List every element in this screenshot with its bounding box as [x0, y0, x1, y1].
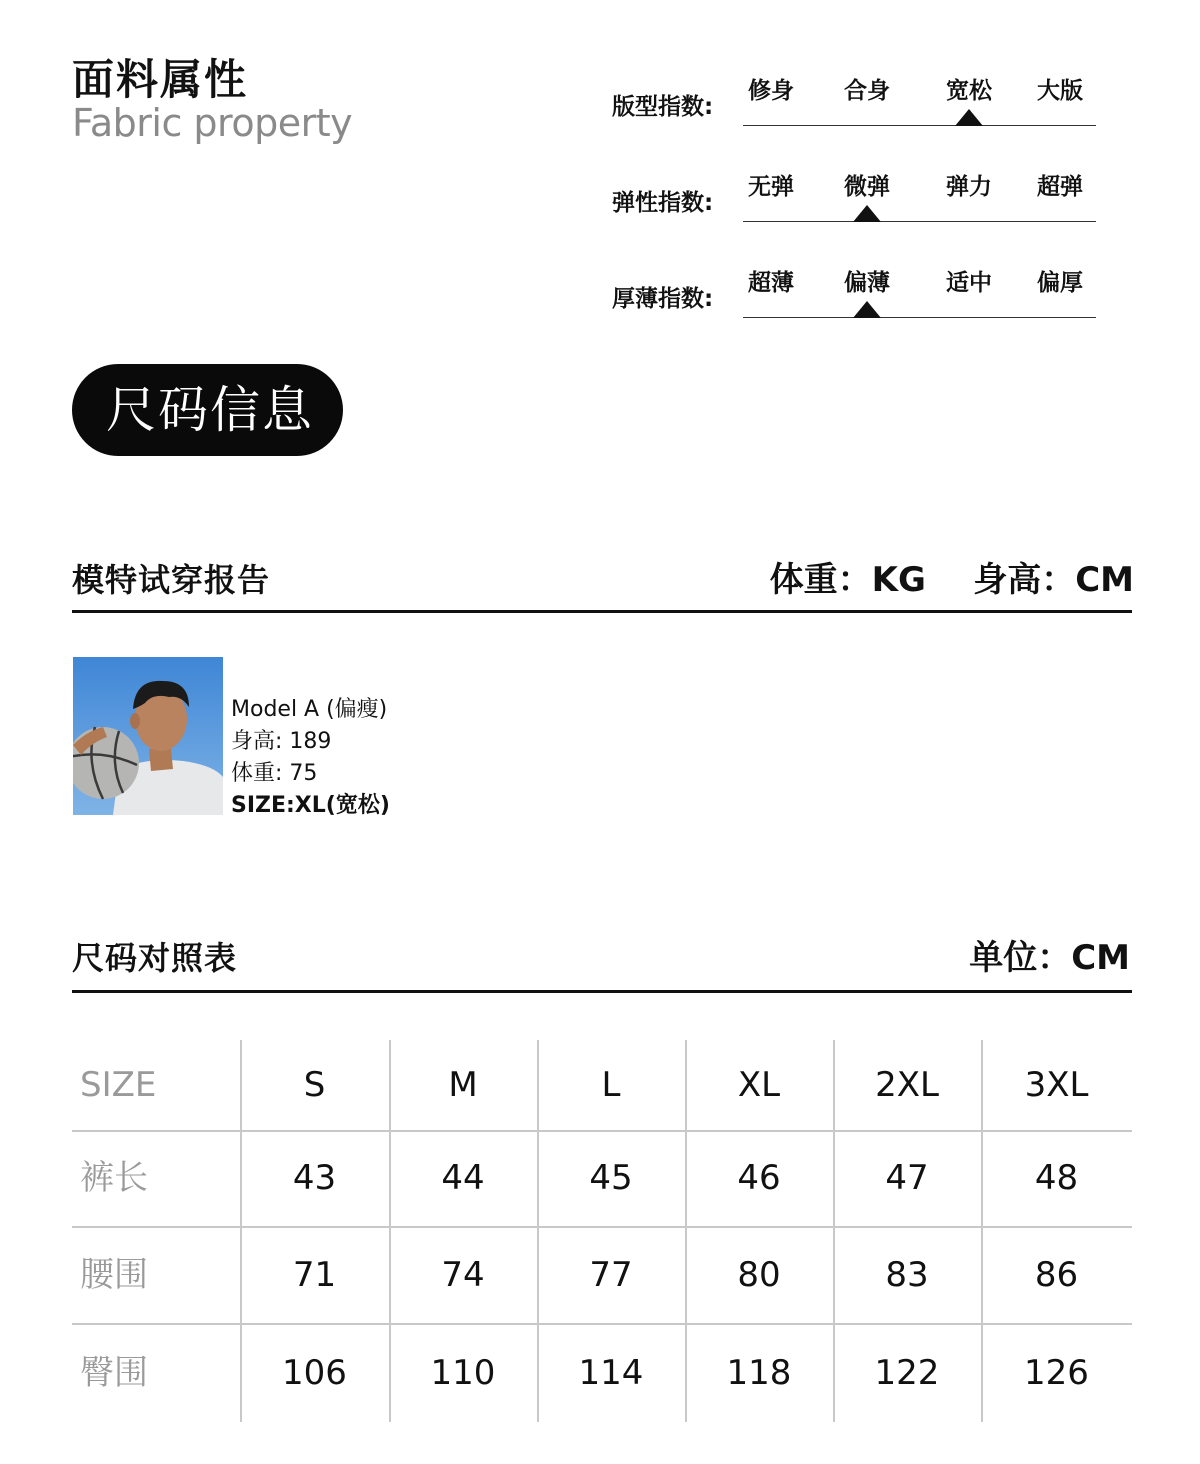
- measurement-value: 71: [292, 1254, 337, 1295]
- fabric-index-row: [612, 76, 1096, 156]
- model-photo: [73, 657, 223, 815]
- fabric-index-row: [612, 172, 1096, 252]
- size-header-label: SIZE: [80, 1065, 157, 1105]
- measurement-value: 80: [737, 1254, 781, 1295]
- table-column-divider: [537, 1040, 539, 1422]
- measurement-value: 114: [578, 1352, 644, 1393]
- size-chart-unit: 单位：CM: [969, 938, 1130, 978]
- measurement-value: 43: [292, 1158, 337, 1198]
- model-report-divider: [72, 610, 1132, 613]
- size-column-header: XL: [737, 1065, 781, 1105]
- fabric-index-row: [612, 268, 1096, 348]
- measurement-value: 110: [430, 1352, 496, 1393]
- size-info-badge: [72, 364, 343, 456]
- measurement-label: 腰围: [80, 1254, 148, 1295]
- model-weight: 体重: 75: [231, 761, 318, 786]
- size-chart-divider: [72, 990, 1132, 993]
- fabric-index-name: 弹性指数:: [612, 190, 714, 216]
- fabric-index-marker-icon: [853, 301, 881, 318]
- fabric-index-scale-line: [743, 317, 1096, 318]
- fabric-index-option: 合身: [844, 78, 890, 104]
- size-column-header: S: [303, 1065, 326, 1105]
- model-report-units: 体重：KG 身高：CM: [769, 560, 1134, 600]
- size-column-header: L: [601, 1065, 621, 1105]
- measurement-value: 47: [885, 1158, 929, 1198]
- measurement-label: 臀围: [80, 1352, 148, 1393]
- model-size: SIZE:XL(宽松): [231, 793, 390, 818]
- size-info-badge-label: 尺码信息: [106, 381, 314, 439]
- measurement-value: 118: [726, 1352, 792, 1393]
- size-column-header: 3XL: [1024, 1065, 1089, 1105]
- fabric-index-option: 无弹: [748, 174, 794, 200]
- fabric-index-marker-icon: [853, 205, 881, 222]
- table-row-divider: [72, 1226, 1132, 1228]
- fabric-index-option: 宽松: [946, 78, 992, 104]
- fabric-index-option: 超薄: [748, 270, 794, 296]
- measurement-value: 126: [1024, 1352, 1089, 1393]
- measurement-value: 86: [1034, 1254, 1079, 1295]
- fabric-index-option: 适中: [946, 270, 992, 296]
- table-row-divider: [72, 1130, 1132, 1132]
- measurement-value: 106: [282, 1352, 347, 1393]
- fabric-index-option: 大版: [1037, 78, 1083, 104]
- measurement-value: 44: [441, 1158, 485, 1198]
- fabric-index-name: 版型指数:: [612, 94, 714, 120]
- model-name: Model A (偏瘦): [231, 697, 388, 722]
- table-column-divider: [389, 1040, 391, 1422]
- model-info: [231, 694, 390, 822]
- measurement-value: 48: [1034, 1158, 1079, 1198]
- fabric-title-cn: 面料属性: [72, 55, 249, 104]
- fabric-index-option: 修身: [748, 78, 794, 104]
- table-column-divider: [685, 1040, 687, 1422]
- fabric-index-marker-icon: [955, 109, 983, 126]
- table-column-divider: [833, 1040, 835, 1422]
- fabric-index-option: 偏薄: [844, 270, 890, 296]
- size-table: [72, 1040, 1132, 1422]
- fabric-index-scale-line: [743, 221, 1096, 222]
- size-column-header: 2XL: [875, 1065, 939, 1105]
- size-chart-title: 尺码对照表: [72, 939, 238, 977]
- fabric-index-option: 弹力: [946, 174, 992, 200]
- measurement-value: 74: [441, 1254, 485, 1295]
- measurement-value: 83: [885, 1254, 929, 1295]
- measurement-value: 45: [589, 1158, 633, 1198]
- table-column-divider: [240, 1040, 242, 1422]
- measurement-value: 46: [737, 1158, 781, 1198]
- fabric-index-option: 偏厚: [1037, 270, 1083, 296]
- model-report-title: 模特试穿报告: [72, 561, 271, 599]
- table-column-divider: [981, 1040, 983, 1422]
- measurement-value: 122: [874, 1352, 940, 1393]
- fabric-index-scale-line: [743, 125, 1096, 126]
- size-column-header: M: [448, 1065, 478, 1105]
- model-height: 身高: 189: [231, 729, 332, 754]
- fabric-index-option: 微弹: [844, 174, 890, 200]
- fabric-index-name: 厚薄指数:: [612, 286, 714, 312]
- fabric-index-option: 超弹: [1037, 174, 1083, 200]
- measurement-label: 裤长: [80, 1158, 148, 1198]
- measurement-value: 77: [589, 1254, 633, 1295]
- table-row-divider: [72, 1323, 1132, 1325]
- fabric-title-en: Fabric property: [72, 101, 353, 145]
